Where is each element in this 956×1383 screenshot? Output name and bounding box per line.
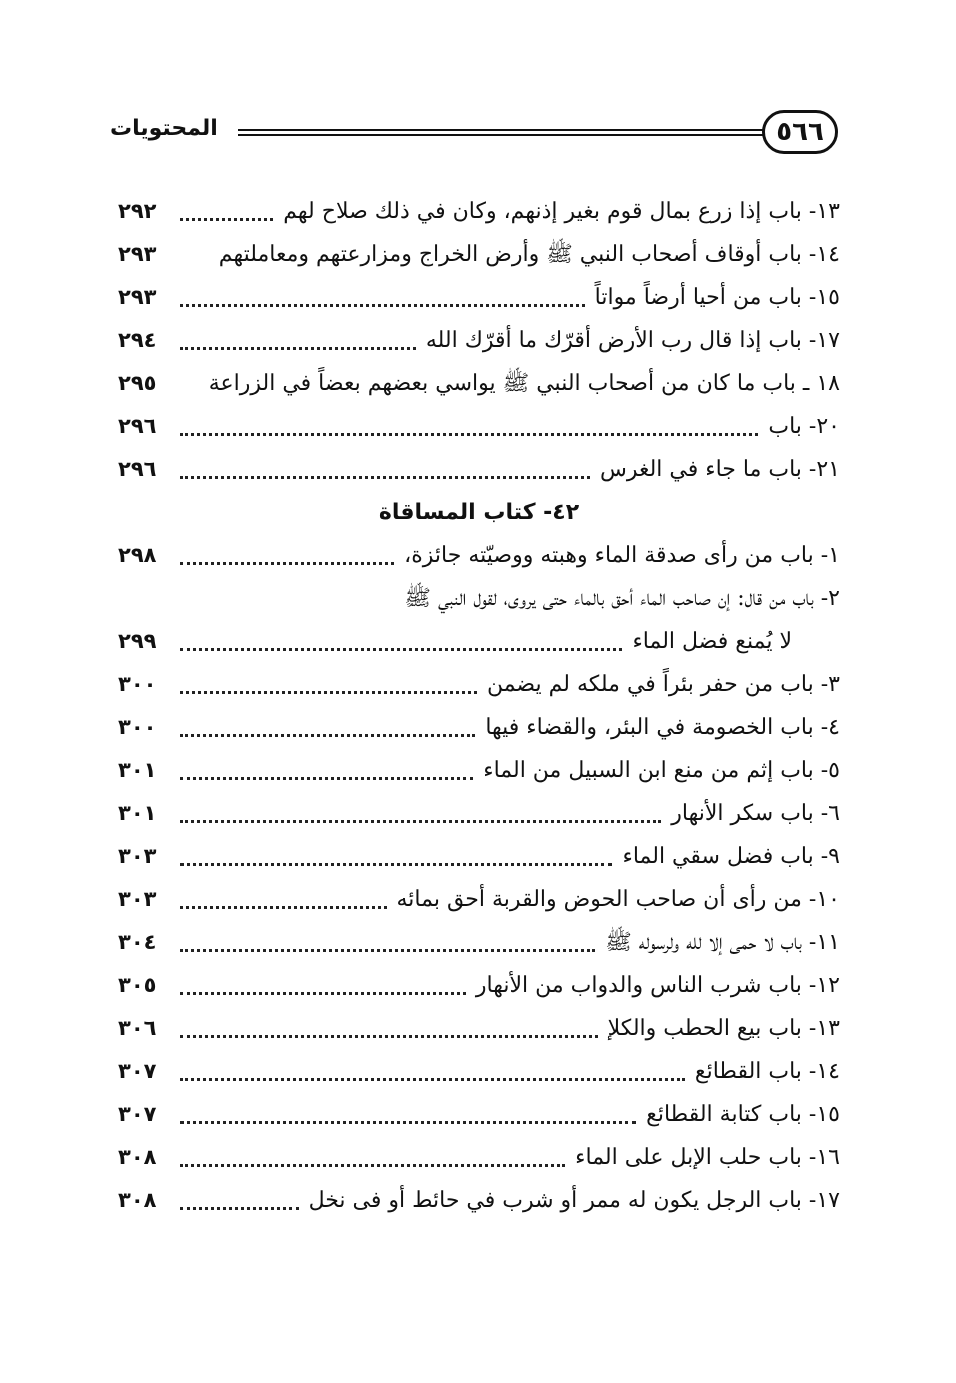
toc-entry [118,663,840,706]
toc-entry-title: ١٤- باب أوقاف أصحاب النبي ﷺ وأرض الخراج ومزارعتهم ومعاملتهم [218,242,840,267]
toc-entry-page: ٣٠١ [118,758,157,782]
toc-entry [118,921,840,964]
toc-entry [118,1093,840,1136]
dot-leader [180,1207,299,1212]
dot-leader [180,992,466,997]
dot-leader [180,1164,565,1169]
toc-entry-page: ٢٩٣ [118,242,157,266]
page-number: ٥٦٦ [762,110,838,154]
toc-entry-page: ٣٠٧ [118,1059,157,1083]
toc-entry-page: ٢٩٦ [118,414,157,438]
toc-entry-page: ٢٩٤ [118,328,157,352]
toc-entry [118,405,840,448]
toc-entry-page: ٣٠٦ [118,1016,157,1040]
dot-leader [180,691,477,696]
contents-list [118,190,840,1222]
dot-leader [180,1035,598,1040]
toc-entry-title: ٩- باب فضل سقي الماء [622,844,840,869]
toc-entry-title: ١٨ ـ باب ما كان من أصحاب النبي ﷺ يواسي بعضهم بعضاً في الزراعة [208,371,840,396]
toc-entry-page: ٢٩٥ [118,371,157,395]
toc-entry [118,1136,840,1179]
toc-entry-page [118,577,170,620]
toc-entry [118,706,840,749]
toc-entry-page: ٣٠١ [118,801,157,825]
toc-entry-page: ٢٩٢ [118,199,157,223]
toc-entry [118,878,840,921]
toc-entry-title: ٢٠- باب [768,414,840,439]
dot-leader [180,1121,636,1126]
toc-entry-title: ١- باب من رأى صدقة الماء وهبته ووصيّته جائزة، [404,543,840,568]
toc-entry-page: ٣٠٨ [118,1188,157,1212]
toc-entry [118,448,840,491]
toc-entry-title: ١٤- باب القطائع [694,1059,840,1084]
toc-entry [118,276,840,319]
toc-entry [118,362,840,405]
toc-entry-page: ٣٠٣ [118,844,157,868]
toc-entry-title: ٢١- باب ما جاء في الغرس [600,457,840,482]
toc-entry [118,964,840,1007]
toc-entry-title: ١٧- باب الرجل يكون له ممر أو شرب في حائط أو فى نخل [308,1188,840,1213]
dot-leader [180,949,595,954]
dot-leader [180,777,473,782]
dot-leader [180,734,475,739]
header-rule [238,129,764,136]
toc-entry [118,835,840,878]
toc-entry-page: ٣٠٤ [118,930,157,954]
dot-leader [180,820,661,825]
dot-leader [180,304,585,309]
toc-entry-title: ٣- باب من حفر بئراً في ملكه لم يضمن [486,672,840,697]
toc-entry-page: ٣٠٠ [118,715,157,739]
toc-entry-title: ١٠- من رأى أن صاحب الحوض والقربة أحق بمائه [396,887,840,912]
toc-entry [118,190,840,233]
toc-entry [118,319,840,362]
toc-entry-page: ٢٩٣ [118,285,157,309]
running-title: المحتويات [110,116,218,141]
toc-entry-title: ١٦- باب حلب الإبل على الماء [575,1145,840,1170]
toc-entry-title: ٦- باب سكر الأنهار [671,801,840,826]
toc-entry-page: ٢٩٩ [118,629,157,653]
dot-leader [180,218,273,223]
contents-part-2 [118,534,840,1222]
toc-entry-title: ٢- باب من قال: إن صاحب الماء أحق بالماء حتى يروى، لقول النبي ﷺ [404,586,840,611]
dot-leader [180,863,612,868]
toc-entry-title: ١٣- باب إذا زرع بمال قوم بغير إذنهم، وكان في ذلك صلاح لهم [283,199,840,224]
dot-leader [180,433,758,438]
toc-entry-page: ٣٠٨ [118,1145,157,1169]
page-header [110,110,838,158]
toc-entry-title: ١٧- باب إذا قال رب الأرض أقرّك ما أقرّك الله [425,328,840,353]
toc-entry-page: ٢٩٦ [118,457,157,481]
dot-leader [180,1078,685,1083]
toc-entry [118,792,840,835]
toc-entry-title: ١٥- باب من أحيا أرضاً مواتاً [594,285,840,310]
toc-entry [118,1179,840,1222]
section-heading: ٤٢- كتاب المساقاة [378,500,580,525]
toc-entry-page: ٣٠٣ [118,887,157,911]
toc-entry [118,620,840,663]
toc-entry-title: ١١- باب لا حمى إلا لله ولرسوله ﷺ [605,930,840,955]
toc-entry [118,1050,840,1093]
toc-entry-title: لا يُمنع فضل الماء [632,629,792,654]
toc-entry [118,534,840,577]
toc-entry-title: ٥- باب إثم من منع ابن السبيل من الماء [483,758,840,783]
dot-leader [180,476,590,481]
toc-entry-title: ١٢- باب شرب الناس والدواب من الأنهار [475,973,840,998]
toc-entry [118,233,840,276]
dot-leader [180,347,416,352]
dot-leader [180,906,387,911]
toc-entry-page: ٣٠٧ [118,1102,157,1126]
toc-entry [118,577,840,620]
dot-leader [180,648,622,653]
toc-entry-page: ٣٠٠ [118,672,157,696]
contents-part-1 [118,190,840,491]
toc-entry-page: ٢٩٨ [118,543,157,567]
toc-entry [118,749,840,792]
toc-entry-page: ٣٠٥ [118,973,157,997]
dot-leader [180,562,394,567]
toc-entry-title: ٤- باب الخصومة في البئر، والقضاء فيها [485,715,840,740]
toc-entry-title: ١٣- باب بيع الحطب والكلإ [607,1016,840,1041]
toc-entry [118,1007,840,1050]
toc-entry-title: ١٥- باب كتابة القطائع [646,1102,840,1127]
